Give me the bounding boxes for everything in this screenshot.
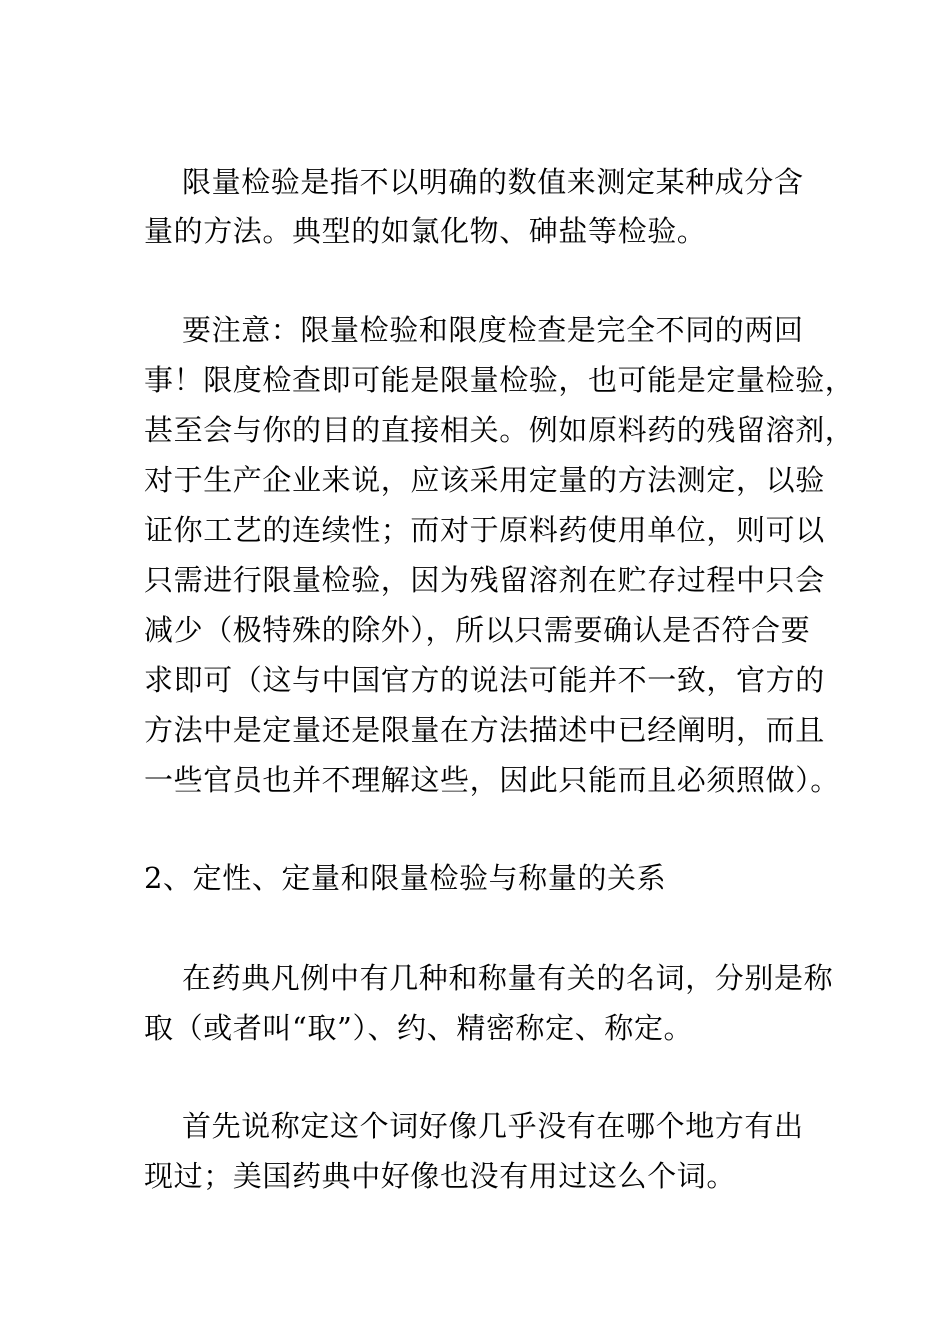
- paragraph-2-line-3: 甚至会与你的目的直接相关。例如原料药的残留溶剂，: [144, 413, 855, 447]
- paragraph-2-line-5: 证你工艺的连续性；而对于原料药使用单位，则可以: [144, 513, 825, 547]
- paragraph-2-line-4: 对于生产企业来说，应该采用定量的方法测定，以验: [144, 463, 825, 497]
- paragraph-2-line-9: 方法中是定量还是限量在方法描述中已经阐明，而且: [144, 713, 825, 747]
- paragraph-2-line-1: 要注意：限量检验和限度检查是完全不同的两回: [182, 313, 804, 347]
- paragraph-2-line-10: 一些官员也并不理解这些，因此只能而且必须照做）。: [144, 763, 840, 797]
- paragraph-2-line-8: 求即可（这与中国官方的说法可能并不一致，官方的: [144, 663, 825, 697]
- paragraph-1-line-1: 限量检验是指不以明确的数值来测定某种成分含: [182, 165, 804, 199]
- paragraph-2-line-6: 只需进行限量检验，因为残留溶剂在贮存过程中只会: [144, 563, 825, 597]
- paragraph-5-line-1: 首先说称定这个词好像几乎没有在哪个地方有出: [182, 1109, 804, 1143]
- paragraph-2-line-7: 减少（极特殊的除外），所以只需要确认是否符合要: [144, 613, 811, 647]
- paragraph-5-line-2: 现过；美国药典中好像也没有用过这么个词。: [144, 1159, 737, 1193]
- paragraph-2-line-2: 事！限度检查即可能是限量检验，也可能是定量检验，: [144, 363, 855, 397]
- paragraph-1-line-2: 量的方法。典型的如氯化物、砷盐等检验。: [144, 214, 707, 248]
- section-heading: 2、定性、定量和限量检验与称量的关系: [144, 861, 667, 895]
- paragraph-4-line-1: 在药典凡例中有几种和称量有关的名词，分别是称: [182, 961, 834, 995]
- paragraph-4-line-2: 取（或者叫“取”）、约、精密称定、称定。: [144, 1011, 694, 1045]
